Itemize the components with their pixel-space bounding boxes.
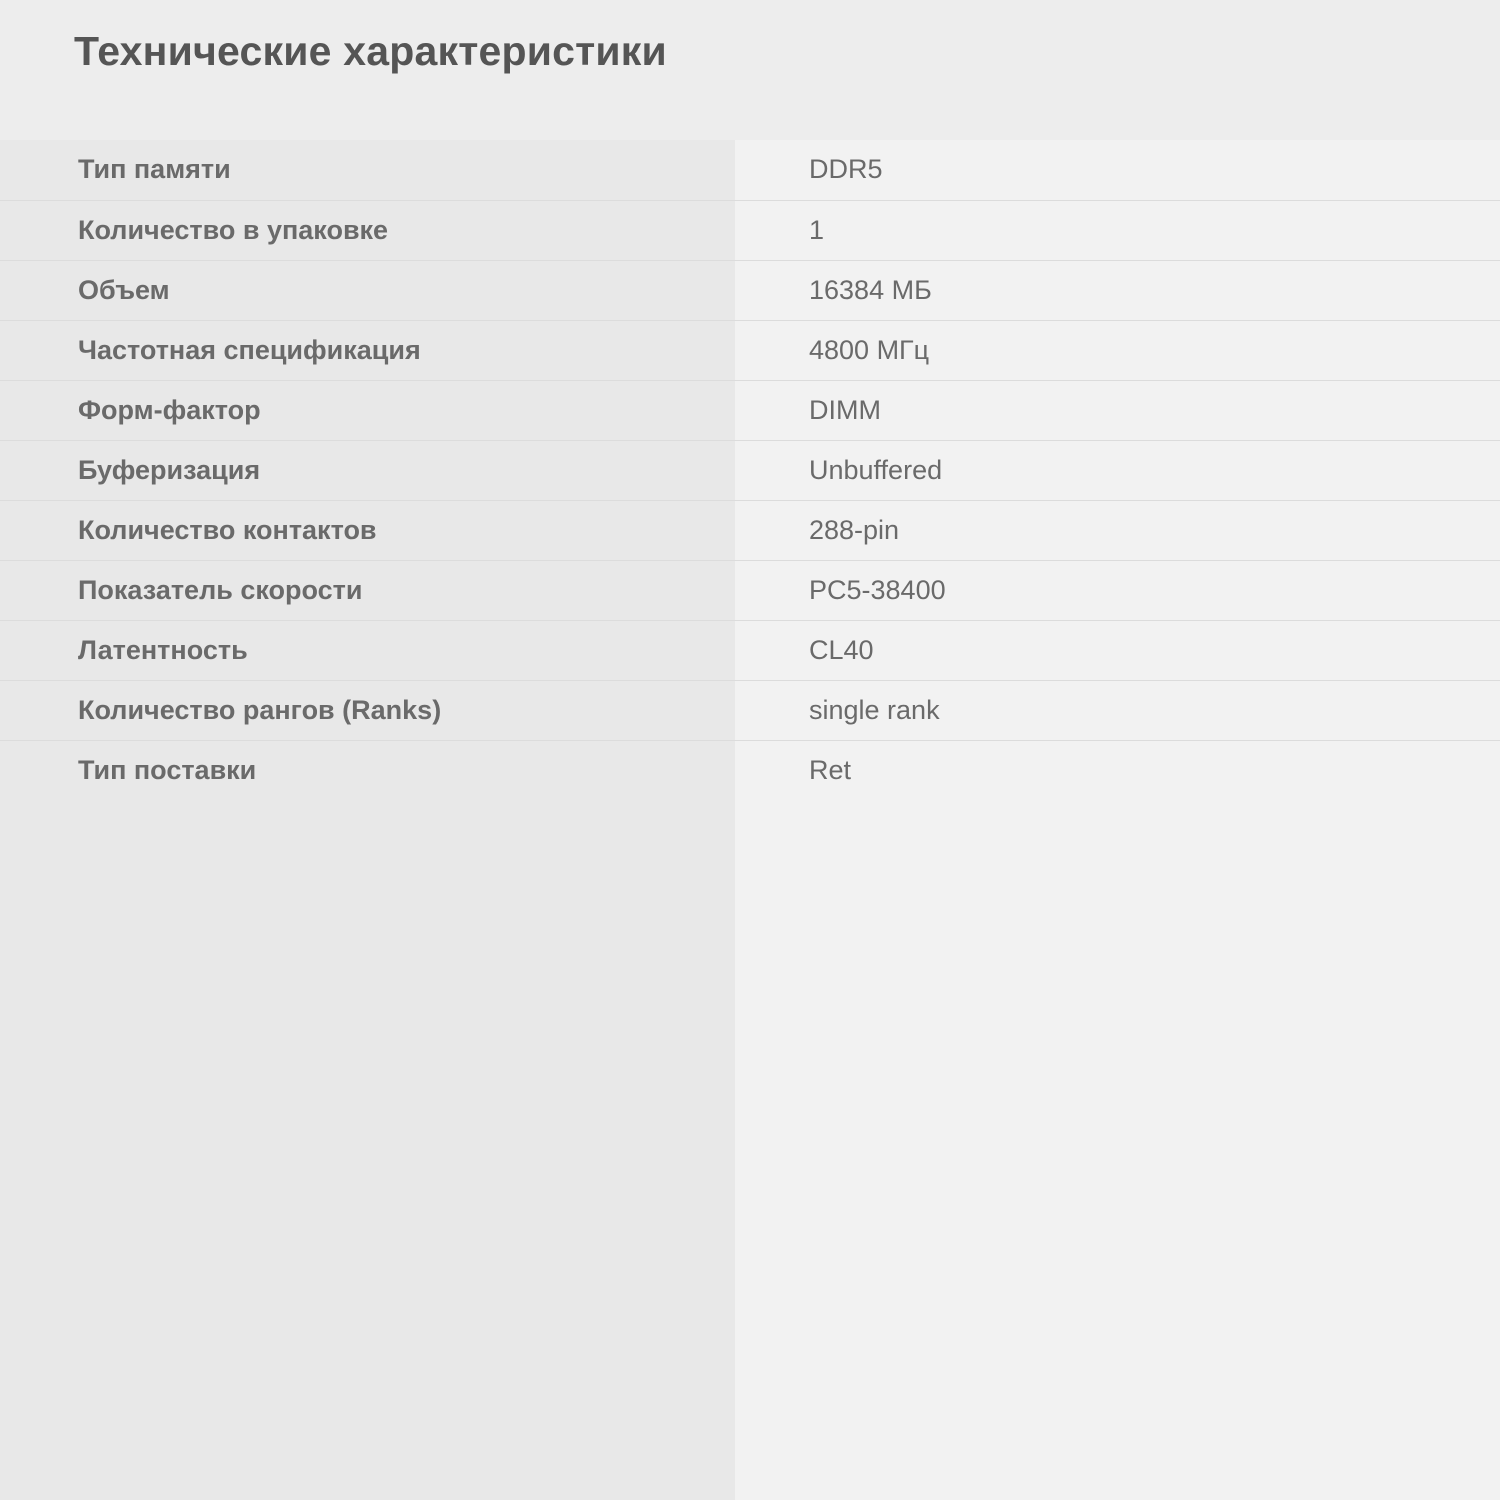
table-row [0,380,1500,440]
spec-label: Показатель скорости [0,560,735,620]
spec-value: Unbuffered [735,440,1500,500]
spec-value: PC5-38400 [735,560,1500,620]
table-row [0,260,1500,320]
spec-label: Количество в упаковке [0,200,735,260]
spec-value: DDR5 [735,140,1500,200]
table-row [0,620,1500,680]
table-row [0,740,1500,800]
page-title: Технические характеристики [74,28,667,74]
spec-value: 4800 МГц [735,320,1500,380]
spec-label: Тип памяти [0,140,735,200]
value-column-background [735,800,1500,1500]
spec-label: Тип поставки [0,740,735,800]
spec-value: 1 [735,200,1500,260]
spec-value: CL40 [735,620,1500,680]
spec-label: Объем [0,260,735,320]
spec-label: Количество контактов [0,500,735,560]
spec-value: 288-pin [735,500,1500,560]
spec-label: Частотная спецификация [0,320,735,380]
spec-value: 16384 МБ [735,260,1500,320]
table-background-filler [0,800,1500,1500]
spec-value: DIMM [735,380,1500,440]
table-row [0,440,1500,500]
specifications-table-body [0,140,1500,800]
spec-value: Ret [735,740,1500,800]
spec-label: Форм-фактор [0,380,735,440]
spec-label: Латентность [0,620,735,680]
label-column-background [0,800,735,1500]
table-row [0,320,1500,380]
table-row [0,140,1500,200]
specifications-table [0,140,1500,800]
spec-label: Буферизация [0,440,735,500]
table-row [0,500,1500,560]
spec-value: single rank [735,680,1500,740]
table-row [0,200,1500,260]
table-row [0,680,1500,740]
spec-label: Количество рангов (Ranks) [0,680,735,740]
table-row [0,560,1500,620]
